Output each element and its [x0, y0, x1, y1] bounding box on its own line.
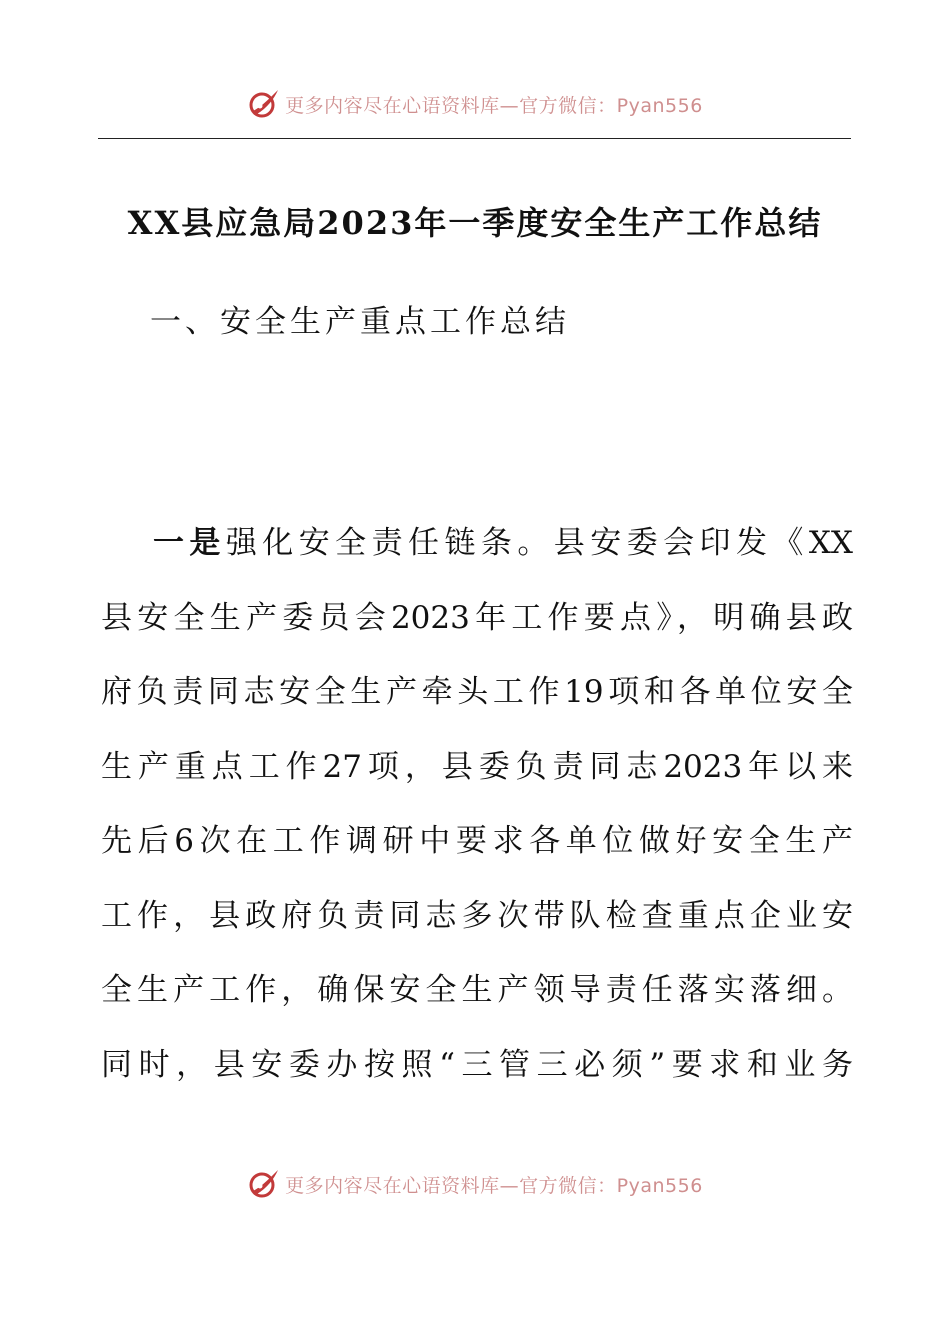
watermark-banner-top	[0, 84, 950, 124]
watermark-text: 更多内容尽在心语资料库—官方微信：Pyan556	[285, 1174, 703, 1197]
section-heading: 一、安全生产重点工作总结	[150, 304, 570, 340]
paragraph-line: 先后6次在工作调研中要求各单位做好安全生产	[101, 823, 853, 859]
paragraph-line: 同时，县安委办按照“三管三必须”要求和业务	[101, 1046, 853, 1083]
body-paragraph	[101, 506, 853, 1102]
watermark-text: 更多内容尽在心语资料库—官方微信：Pyan556	[285, 94, 703, 117]
watermark-banner-bottom	[0, 1164, 950, 1204]
paragraph-line: 全生产工作，确保安全生产领导责任落实落细。	[101, 972, 853, 1008]
lead-phrase: 一是	[153, 525, 226, 561]
paragraph-line: 县安全生产委员会2023年工作要点》，明确县政	[101, 599, 853, 636]
paragraph-line: 生产重点工作27项，县委负责同志2023年以来	[101, 748, 853, 785]
paragraph-line: 工作，县政府负责同志多次带队检查重点企业安	[101, 897, 853, 934]
header-divider	[98, 138, 851, 139]
quill-logo-icon	[247, 87, 281, 121]
paragraph-line: 府负责同志安全生产牵头工作19项和各单位安全	[101, 674, 853, 710]
document-title: XX县应急局2023年一季度安全生产工作总结	[127, 204, 823, 242]
paragraph-line: 一是强化安全责任链条。县安委会印发《XX	[153, 525, 853, 561]
quill-logo-icon	[247, 1167, 281, 1201]
